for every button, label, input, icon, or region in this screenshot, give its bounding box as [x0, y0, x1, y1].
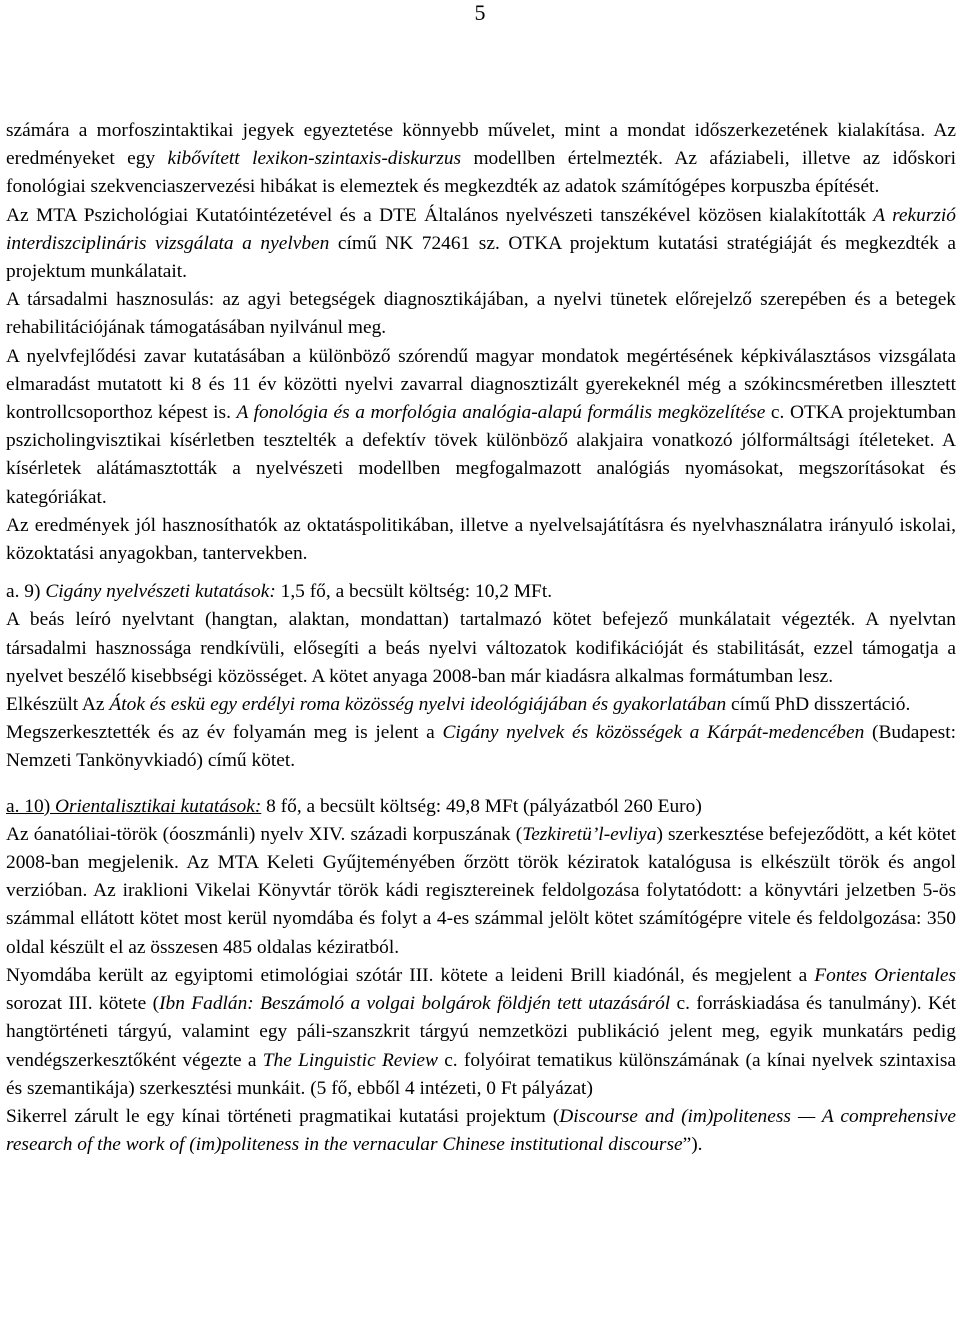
text-run: ) szerkesztése befejeződött, a két kötet 2008-ban megjelenik. Az MTA Keleti Gyűjteményében őrzött török kéziratok katalógusa is elkészült török és angol verzióban. Az iraklioni Vikelai Könyvtár török kádi regisztereinek feldolgozása folytatódott: a könyvtári jelzetben 5-ös számmal ellátott kötet most kerül nyomdába és folyt a 4-es számmal jelölt kötet számítógépre vitele és feldolgozása: 350 oldal készült el az összesen 485 oldalas kéziratból. [6, 823, 956, 958]
text-run: (Budapest: Nemzeti Tankönyvkiadó) című kötet. [6, 722, 957, 772]
italic-text-run: Cigány nyelvek és közösségek a Kárpát-medencében [442, 722, 865, 744]
text-run: Nyomdába került az egyiptomi etimológiai szótár III. kötete a leideni Brill kiadónál, és megjelent a [6, 964, 815, 986]
italic-text-run: The Linguistic Review [262, 1049, 438, 1071]
paragraph [6, 343, 956, 512]
paragraph [6, 962, 956, 1103]
section-heading-cigany [6, 578, 956, 606]
text-run: című PhD disszertáció. [726, 694, 911, 716]
italic-text-run: Átok és eskü egy erdélyi roma közösség nyelvi ideológiájában és gyakorlatában [109, 694, 727, 716]
paragraph [6, 606, 956, 691]
body-text [6, 117, 956, 1159]
page-number: 5 [474, 0, 486, 25]
italic-text-run: Fontes Orientales [814, 964, 957, 986]
italic-text-run: A rekurzió interdiszciplináris vizsgálata a nyelvben [6, 204, 956, 254]
paragraph [6, 1103, 956, 1159]
paragraph [6, 719, 956, 775]
text-run: A beás leíró nyelvtant (hangtan, alaktan, mondattan) tartalmazó kötet befejező munkálatait végezték. A nyelvtan társadalmi hasznossága rendkívüli, elősegíti a beás nyelvi változatok kodifikációját és stabilitását, ezzel támogatja a nyelvet beszélő kisebbségi közösséget. A kötet anyaga 2008-ban már kiadásra alkalmas formátumban lesz. [6, 609, 956, 687]
text-run: c. forráskiadása és tanulmány). Két hangtörténeti tárgyú, valamint egy páli-szanszkrit tárgyú nemzetközi publikáció jelent meg, egyik munkatárs pedig vendégszerkesztőként végezte a [6, 993, 956, 1071]
text-run: 1,5 fő, a becsült költség: 10,2 MFt. [275, 581, 553, 603]
text-run: A nyelvfejlődési zavar kutatásában a különböző szórendű magyar mondatok megértésének képkiválasztásos vizsgálata elmaradást mutatott ki 8 és 11 év közötti nyelvi zavarral diagnosztizált gyerekeknél még a szókincsméretben illesztett kontrollcsoporthoz képest is. [6, 345, 956, 424]
text-run: Az eredmények jól hasznosíthatók az oktatáspolitikában, illetve a nyelvelsajátításra és nyelvhasználatra irányuló iskolai, közoktatási anyagokban, tantervekben. [6, 514, 956, 565]
italic-text-run: Ibn Fadlán: Beszámoló a volgai bolgárok földjén tett utazásáról [159, 993, 671, 1015]
text-run: című NK 72461 sz. OTKA projektum kutatási stratégiáját és megkezdték a projektum munkálatait. [6, 232, 956, 283]
text-run: A társadalmi hasznosulás: az agyi betegségek diagnosztikájában, a nyelvi tünetek előrejelző szerepében és a betegek rehabilitációjának támogatásában nyilvánul meg. [6, 289, 956, 339]
text-run: c. folyóirat tematikus különszámának (a kínai nyelvek szintaxisa és szemantikája) szerkesztési munkáit. (5 fő, ebből 4 intézeti, 0 Ft pályázat) [6, 1049, 956, 1099]
text-run: a. 9) [6, 581, 46, 603]
italic-text-run: A fonológia és a morfológia analógia-alapú formális megközelítése [236, 402, 766, 424]
text-run: számára a morfoszintaktikai jegyek egyeztetése könnyebb művelet, mint a mondat időszerkezetének kialakítása. Az eredményeket egy [6, 120, 956, 170]
text-run: sorozat III. kötete ( [6, 993, 160, 1015]
italic-text-run: Discourse and (im)politeness — A comprehensive research of the work of (im)politeness in the vernacular Chinese institutional discourse [6, 1105, 956, 1156]
text-run: modellben értelmezték. Az afáziabeli, illetve az időskori fonológiai szekvenciaszervezési hibákat is elemeztek és megkezdték az adatok számítógépes korpuszba építését. [6, 148, 956, 198]
paragraph [6, 202, 956, 287]
text-run: Az MTA Pszichológiai Kutatóintézetével és a DTE Általános nyelvészeti tanszékével közösen kialakították [6, 204, 874, 226]
text-run: Megszerkesztették és az év folyamán meg is jelent a [6, 722, 443, 744]
italic-text-run: Tezkiretü’l-evliya [522, 823, 657, 845]
text-run: a. 10) [6, 795, 55, 817]
italic-text-run: Cigány nyelvészeti kutatások: [45, 581, 276, 603]
italic-text-run: Orientalisztikai kutatások: [55, 795, 262, 817]
paragraph [6, 286, 956, 342]
section-heading-orientalisztika [6, 793, 956, 821]
text-run: c. OTKA projektumban pszicholingvisztikai kísérletben tesztelték a defektív tövek különböző alakjaira vonatkozó jólformáltsági ítéleteket. A kísérletek alátámasztották a nyelvészeti modellben megfogalmazott analógiás nyomásokat, megszorításokat és kategóriákat. [6, 402, 957, 508]
paragraph [6, 821, 956, 962]
text-run: ”). [682, 1134, 703, 1156]
paragraph [6, 512, 956, 568]
text-run: Az óanatóliai-török (óoszmánli) nyelv XIV. századi korpuszának ( [6, 823, 523, 845]
text-run: Elkészült Az [6, 694, 110, 716]
paragraph [6, 117, 956, 202]
text-run: Sikerrel zárult le egy kínai történeti pragmatikai kutatási projektum ( [6, 1105, 560, 1127]
text-run: 8 fő, a becsült költség: 49,8 MFt (pályázatból 260 Euro) [261, 795, 702, 817]
paragraph [6, 691, 956, 719]
italic-text-run: kibővített lexikon-szintaxis-diskurzus [167, 148, 462, 170]
